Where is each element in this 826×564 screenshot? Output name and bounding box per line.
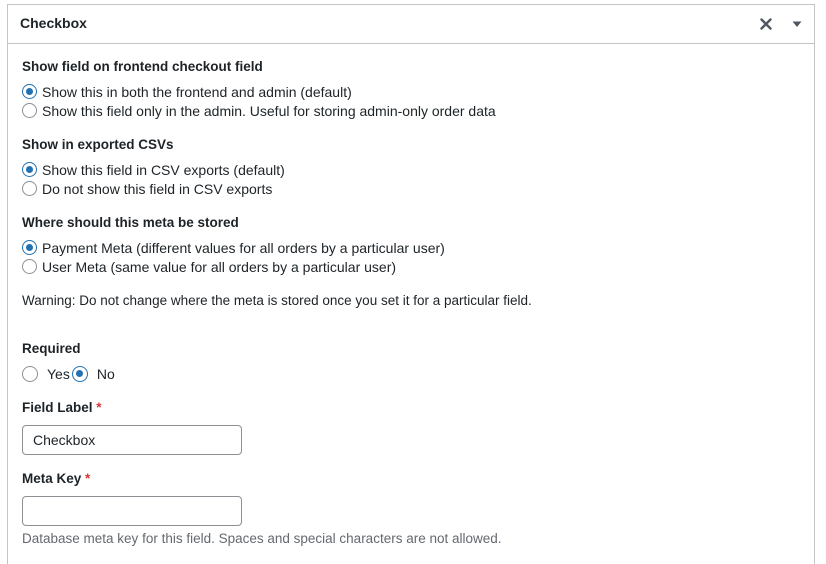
panel-header[interactable]: [8, 5, 814, 44]
required-option-no[interactable]: [72, 366, 117, 382]
field-label-input[interactable]: [22, 425, 242, 455]
radio-label: Show this field in CSV exports (default): [42, 161, 285, 178]
radio-label: User Meta (same value for all orders by a particular user): [42, 258, 397, 275]
meta-key-title-text: Meta Key: [22, 471, 82, 486]
required-radio-group: [22, 364, 117, 383]
radio-label: No: [96, 365, 115, 382]
radio-button[interactable]: [22, 84, 37, 99]
required-asterisk: *: [85, 471, 91, 486]
meta-option-user[interactable]: [22, 257, 396, 276]
radio-button[interactable]: [22, 366, 38, 382]
header-actions: [756, 14, 804, 34]
meta-storage-warning: Warning: Do not change where the meta is stored once you set it for a particular field.: [22, 293, 532, 308]
meta-option-payment[interactable]: [22, 238, 445, 257]
radio-button[interactable]: [72, 366, 88, 382]
field-label-title: [22, 400, 102, 415]
caret-down-icon: [792, 20, 802, 28]
csv-option-hide[interactable]: [22, 179, 272, 198]
radio-button[interactable]: [22, 103, 37, 118]
radio-label: Payment Meta (different values for all orders by a particular user): [42, 239, 445, 256]
meta-key-description: Database meta key for this field. Spaces and special characters are not allowed.: [22, 531, 502, 546]
required-option-yes[interactable]: [22, 366, 72, 382]
meta-storage-group-title: Where should this meta be stored: [22, 215, 239, 230]
toggle-panel-button[interactable]: [790, 14, 804, 34]
required-title: Required: [22, 341, 81, 356]
meta-key-input[interactable]: [22, 496, 242, 526]
remove-field-button[interactable]: [756, 14, 776, 34]
radio-button[interactable]: [22, 259, 37, 274]
radio-label: Show this in both the frontend and admin (default): [42, 83, 352, 100]
field-panel: [7, 4, 815, 564]
radio-label: Do not show this field in CSV exports: [42, 180, 273, 197]
frontend-option-both[interactable]: [22, 82, 352, 101]
required-asterisk: *: [96, 400, 102, 415]
radio-button[interactable]: [22, 240, 37, 255]
csv-option-show[interactable]: [22, 160, 285, 179]
radio-label: Yes: [47, 365, 70, 382]
close-icon: [760, 18, 772, 30]
radio-label: Show this field only in the admin. Useful for storing admin-only order data: [42, 102, 496, 119]
frontend-group-title: Show field on frontend checkout field: [22, 59, 263, 74]
meta-key-title: [22, 471, 90, 486]
panel-title: Checkbox: [20, 15, 87, 31]
frontend-option-admin-only[interactable]: [22, 101, 496, 120]
csv-group-title: Show in exported CSVs: [22, 137, 174, 152]
radio-button[interactable]: [22, 181, 37, 196]
radio-button[interactable]: [22, 162, 37, 177]
field-label-title-text: Field Label: [22, 400, 93, 415]
